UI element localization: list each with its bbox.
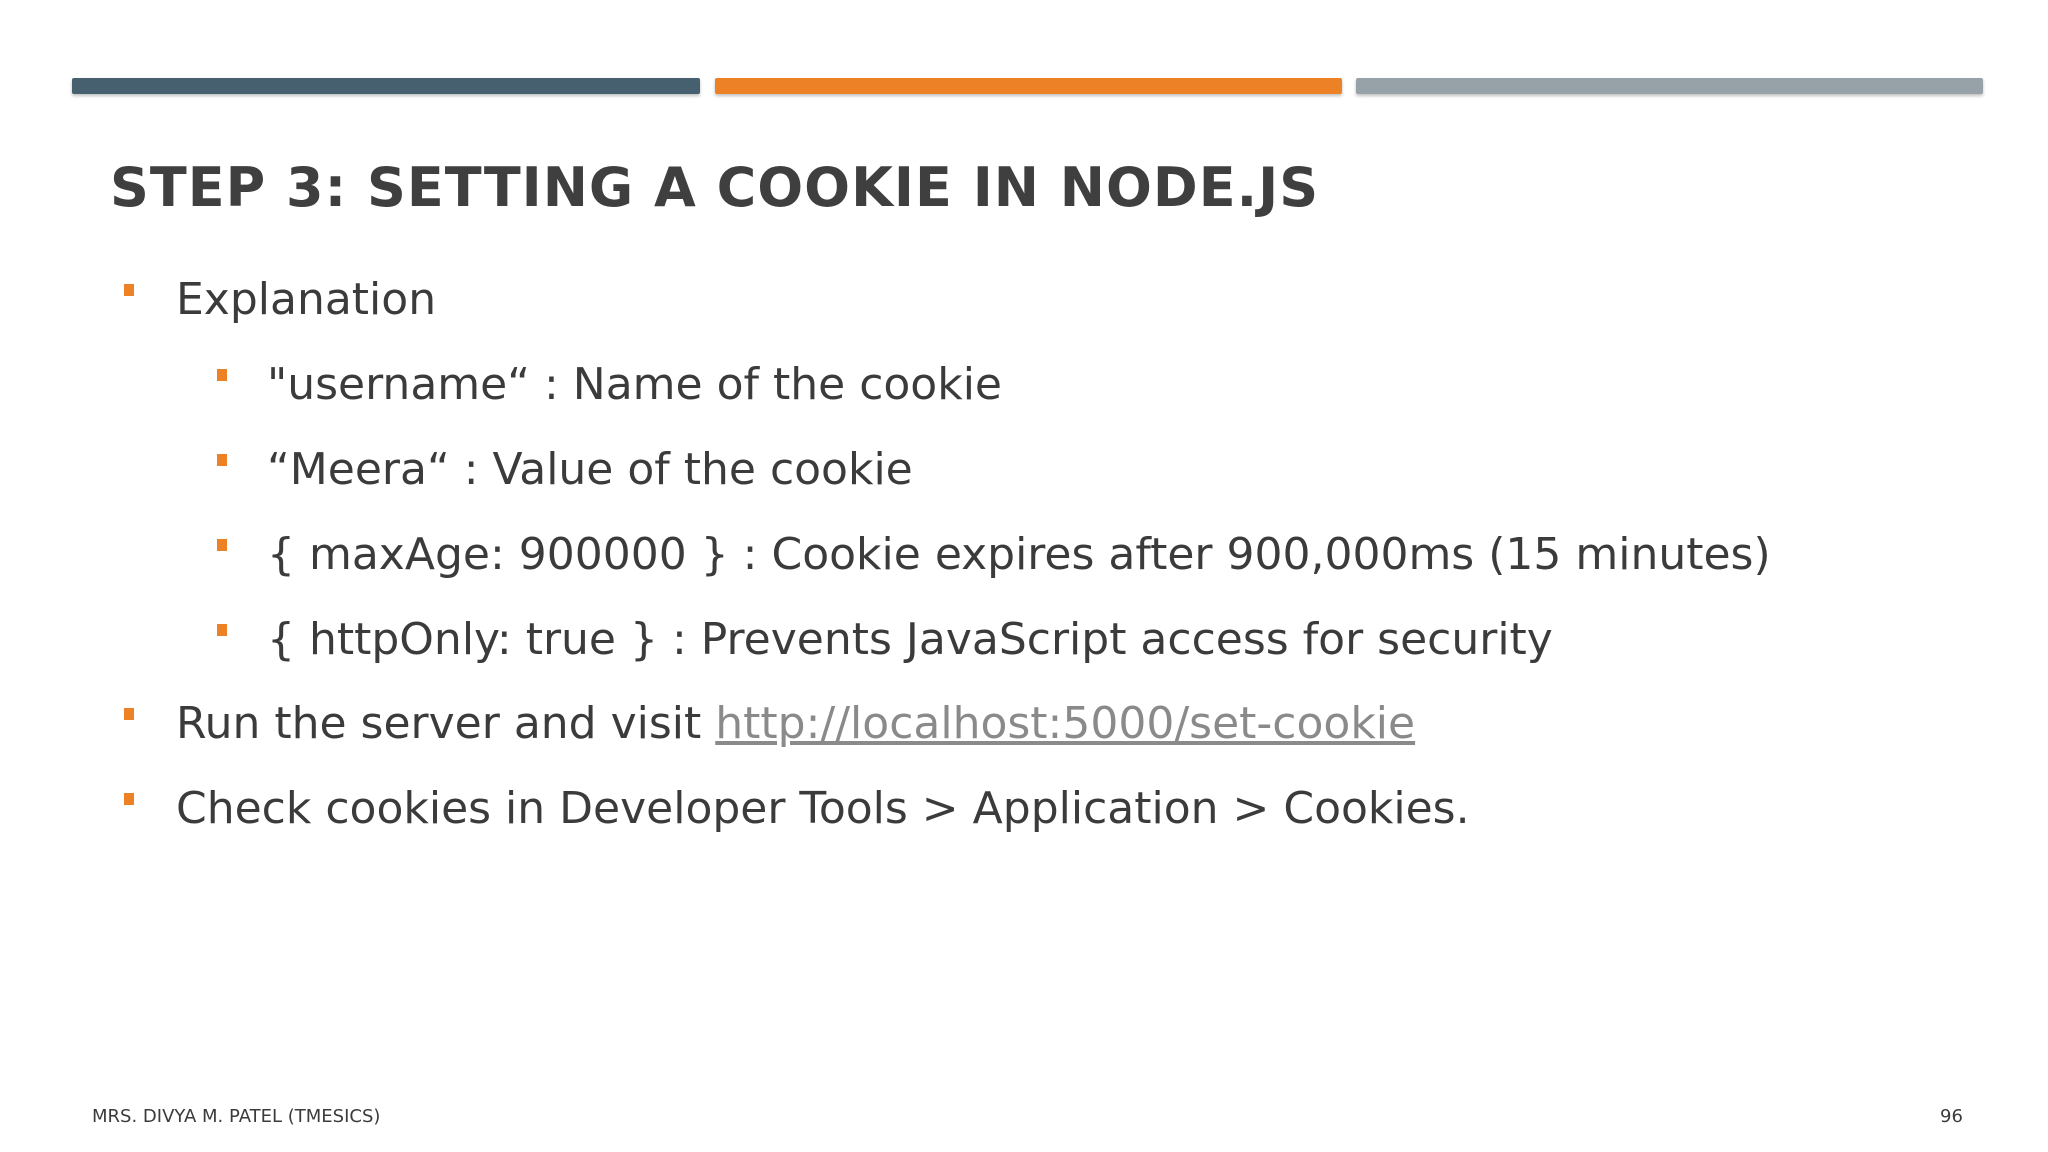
set-cookie-link[interactable]: http://localhost:5000/set-cookie [715,698,1416,749]
sub-bullet-maxage [267,527,1771,583]
slide-title: STEP 3: SETTING A COOKIE IN NODE.JS [110,156,1320,219]
bullet-text: { maxAge: 900000 } : Cookie expires after 900,000ms (15 minutes) [267,529,1771,580]
sub-bullet-value [267,442,913,498]
bullet-text: Run the server and visit [176,698,716,749]
sub-bullet-httponly [267,612,1553,668]
bullet-run-server [176,696,1415,752]
bullet-text: "username“ : Name of the cookie [267,359,1003,410]
bullet-marker-icon [124,708,134,720]
footer-author: MRS. DIVYA M. PATEL (TMESICS) [92,1106,381,1127]
bullet-check-cookies [176,781,1470,837]
bullet-text: “Meera“ : Value of the cookie [267,444,913,495]
bullet-marker-icon [217,369,227,381]
bullet-text: Explanation [176,274,437,325]
bullet-marker-icon [124,284,134,296]
bullet-explanation [176,272,436,328]
page-number: 96 [1940,1106,1963,1127]
bullet-marker-icon [217,454,227,466]
bullet-marker-icon [124,793,134,805]
sub-bullet-username [267,357,1002,413]
bullet-text: Check cookies in Developer Tools > Application > Cookies. [176,783,1470,834]
bullet-marker-icon [217,539,227,551]
bullet-marker-icon [217,624,227,636]
bullet-text: { httpOnly: true } : Prevents JavaScript access for security [267,614,1553,665]
